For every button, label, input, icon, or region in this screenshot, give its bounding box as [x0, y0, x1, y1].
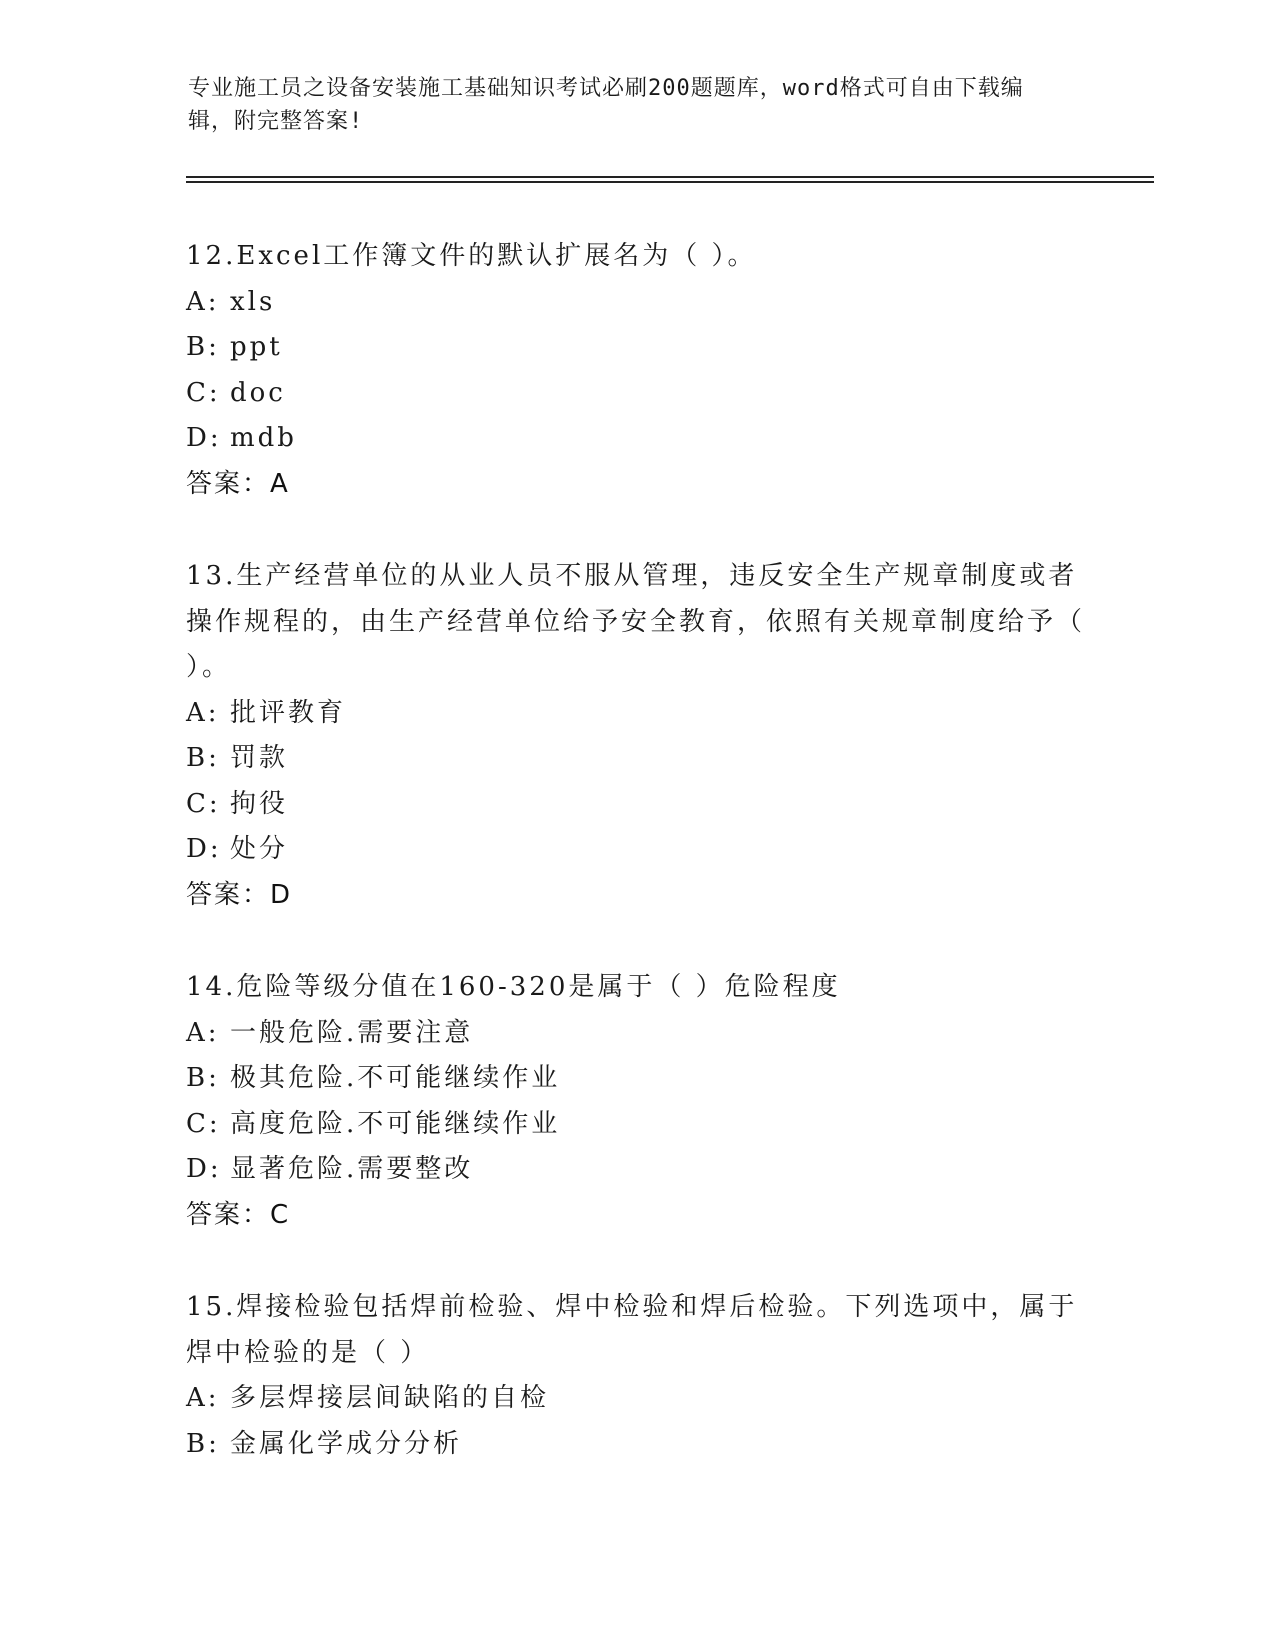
- option-b: [186, 1056, 1086, 1102]
- option-letter: B:: [186, 743, 220, 773]
- option-text: 一般危险.需要注意: [230, 1017, 474, 1048]
- option-text: 处分: [230, 834, 289, 864]
- question-15: [186, 1285, 1086, 1467]
- option-a: [186, 280, 1086, 326]
- option-b: [186, 1422, 1086, 1468]
- question-stem: 12.Excel工作簿文件的默认扩展名为（ ）。: [186, 241, 757, 271]
- option-c: [186, 1102, 1086, 1148]
- option-d: [186, 416, 1086, 462]
- header-divider-top: [186, 176, 1154, 178]
- option-a: [186, 691, 1086, 737]
- option-letter: A:: [186, 1017, 220, 1048]
- option-b: [186, 325, 1086, 371]
- question-13: [186, 554, 1086, 917]
- option-a: [186, 1011, 1086, 1057]
- option-letter: B:: [186, 332, 220, 362]
- answer-line: 答案：D: [186, 879, 293, 910]
- option-b: [186, 736, 1086, 782]
- option-letter: D:: [186, 1154, 222, 1184]
- option-letter: A:: [186, 1383, 220, 1413]
- option-text: ppt: [230, 332, 283, 362]
- option-text: 拘役: [230, 788, 289, 819]
- answer-line: 答案：A: [186, 468, 290, 499]
- option-a: [186, 1376, 1086, 1422]
- option-letter: D:: [186, 423, 222, 453]
- option-text: 极其危险.不可能继续作业: [230, 1063, 561, 1093]
- answer-line: 答案：C: [186, 1199, 291, 1230]
- header-divider-bottom: [186, 181, 1154, 183]
- question-12: [186, 234, 1086, 506]
- option-letter: A:: [186, 286, 220, 317]
- option-letter: B:: [186, 1428, 220, 1459]
- option-letter: A:: [186, 697, 220, 728]
- option-c: [186, 782, 1086, 828]
- option-text: 批评教育: [230, 697, 347, 728]
- option-letter: C:: [186, 377, 221, 408]
- document-header: 专业施工员之设备安装施工基础知识考试必刷200题题库，word格式可自由下载编辑，附完整答案!: [188, 76, 1024, 134]
- question-14: [186, 965, 1086, 1237]
- option-text: 罚款: [230, 743, 289, 773]
- option-letter: C:: [186, 1108, 221, 1139]
- option-c: [186, 371, 1086, 417]
- option-letter: B:: [186, 1063, 220, 1093]
- option-text: 多层焊接层间缺陷的自检: [230, 1383, 550, 1413]
- question-stem: 15.焊接检验包括焊前检验、焊中检验和焊后检验。下列选项中，属于焊中检验的是（ ）: [186, 1292, 1078, 1368]
- option-letter: D:: [186, 834, 222, 864]
- option-letter: C:: [186, 788, 221, 819]
- option-text: mdb: [230, 423, 297, 453]
- option-text: 显著危险.需要整改: [230, 1154, 474, 1184]
- option-text: doc: [230, 377, 286, 408]
- option-text: 金属化学成分分析: [230, 1428, 463, 1459]
- option-d: [186, 827, 1086, 873]
- question-stem: 13.生产经营单位的从业人员不服从管理，违反安全生产规章制度或者操作规程的，由生产经营单位给予安全教育，依照有关规章制度给予（ ）。: [186, 561, 1086, 682]
- option-text: 高度危险.不可能继续作业: [230, 1108, 561, 1139]
- question-stem: 14.危险等级分值在160-320是属于（ ）危险程度: [186, 972, 841, 1002]
- option-text: xls: [230, 286, 276, 317]
- option-d: [186, 1147, 1086, 1193]
